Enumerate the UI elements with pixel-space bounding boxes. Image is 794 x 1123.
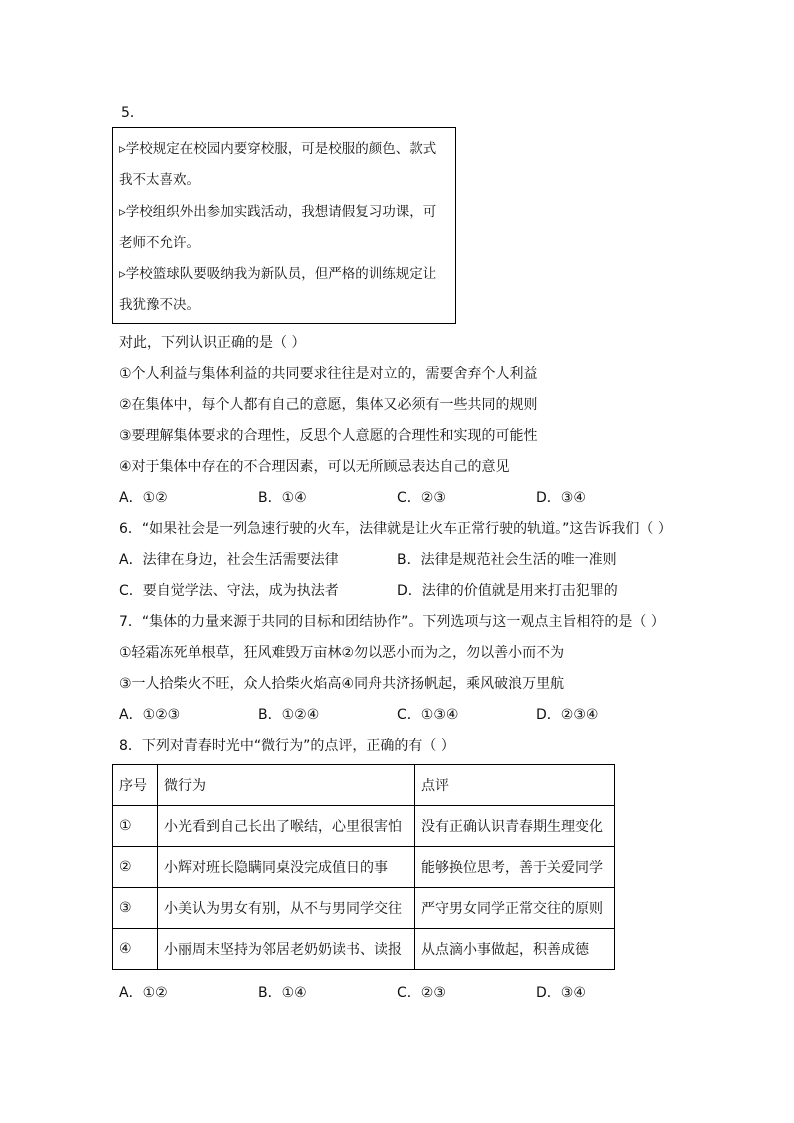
- question-5-stem: 对此，下列认识正确的是（ ）: [119, 335, 306, 351]
- statement: ①个人利益与集体利益的共同要求往往是对立的，需要舍弃个人利益: [119, 366, 538, 382]
- option-d[interactable]: D．③④: [536, 490, 586, 506]
- table-header: 点评: [415, 765, 615, 806]
- table-cell: 小美认为男女有别，从不与男同学交往: [158, 888, 415, 929]
- option-b[interactable]: B．①④: [258, 985, 307, 1001]
- table-cell: 严守男女同学正常交往的原则: [415, 888, 615, 929]
- box-line: ▹学校篮球队要吸纳我为新队员，但严格的训练规定让: [119, 266, 437, 282]
- question-8-stem: 8．下列对青春时光中“微行为”的点评，正确的有（ ）: [119, 738, 455, 754]
- statement: ④对于集体中存在的不合理因素，可以无所顾忌表达自己的意见: [119, 459, 510, 475]
- question-7-stem: 7．“集体的力量来源于共同的目标和团结协作”。下列选项与这一观点主旨相符的是（ ）: [119, 614, 665, 630]
- table-cell: ②: [113, 847, 158, 888]
- option-d[interactable]: D．②③④: [536, 707, 599, 723]
- option-c[interactable]: C．要自觉学法、守法，成为执法者: [119, 583, 339, 599]
- table-row: [113, 929, 615, 970]
- table-header-row: [113, 765, 615, 806]
- option-b[interactable]: B．法律是规范社会生活的唯一准则: [397, 552, 617, 568]
- table-cell: 小光看到自己长出了喉结，心里很害怕: [158, 806, 415, 847]
- table-row: [113, 806, 615, 847]
- box-line: ▹学校规定在校园内要穿校服，可是校服的颜色、款式: [119, 141, 437, 157]
- option-c[interactable]: C．①③④: [397, 707, 459, 723]
- option-a[interactable]: A．①②③: [119, 707, 181, 723]
- box-line: 老师不允许。: [119, 235, 200, 251]
- table-cell: 小辉对班长隐瞒同桌没完成值日的事: [158, 847, 415, 888]
- box-line: 我不太喜欢。: [119, 172, 200, 188]
- option-b[interactable]: B．①④: [258, 490, 307, 506]
- table-cell: 从点滴小事做起，积善成德: [415, 929, 615, 970]
- question-6-stem: 6．“如果社会是一列急速行驶的火车，法律就是让火车正常行驶的轨道。”这告诉我们（ ）: [119, 521, 672, 537]
- statement: ③一人拾柴火不旺，众人拾柴火焰高④同舟共济扬帆起，乘风破浪万里航: [119, 676, 565, 692]
- table-row: [113, 847, 615, 888]
- option-b[interactable]: B．①②④: [258, 707, 320, 723]
- table-header: 序号: [113, 765, 158, 806]
- option-a[interactable]: A．法律在身边，社会生活需要法律: [119, 552, 339, 568]
- table-cell: ①: [113, 806, 158, 847]
- table-cell: ④: [113, 929, 158, 970]
- table-cell: 小丽周末坚持为邻居老奶奶读书、读报: [158, 929, 415, 970]
- table-cell: 能够换位思考，善于关爱同学: [415, 847, 615, 888]
- table-header: 微行为: [158, 765, 415, 806]
- box-line: ▹学校组织外出参加实践活动，我想请假复习功课，可: [119, 204, 437, 220]
- option-c[interactable]: C．②③: [397, 985, 446, 1001]
- option-d[interactable]: D．法律的价值就是用来打击犯罪的: [397, 583, 618, 599]
- option-a[interactable]: A．①②: [119, 985, 168, 1001]
- statement: ②在集体中，每个人都有自己的意愿，集体又必须有一些共同的规则: [119, 397, 538, 413]
- statement: ①轻霜冻死单根草，狂风难毁万亩林②勿以恶小而为之，勿以善小而不为: [119, 645, 565, 661]
- table-row: [113, 888, 615, 929]
- statement: ③要理解集体要求的合理性，反思个人意愿的合理性和实现的可能性: [119, 428, 538, 444]
- box-line: 我犹豫不决。: [119, 297, 200, 313]
- option-c[interactable]: C．②③: [397, 490, 446, 506]
- micro-behavior-table: [112, 764, 615, 970]
- table-cell: 没有正确认识青春期生理变化: [415, 806, 615, 847]
- scenario-box: [112, 127, 456, 324]
- option-a[interactable]: A．①②: [119, 490, 168, 506]
- question-5-number: 5．: [121, 105, 144, 121]
- table-cell: ③: [113, 888, 158, 929]
- option-d[interactable]: D．③④: [536, 985, 586, 1001]
